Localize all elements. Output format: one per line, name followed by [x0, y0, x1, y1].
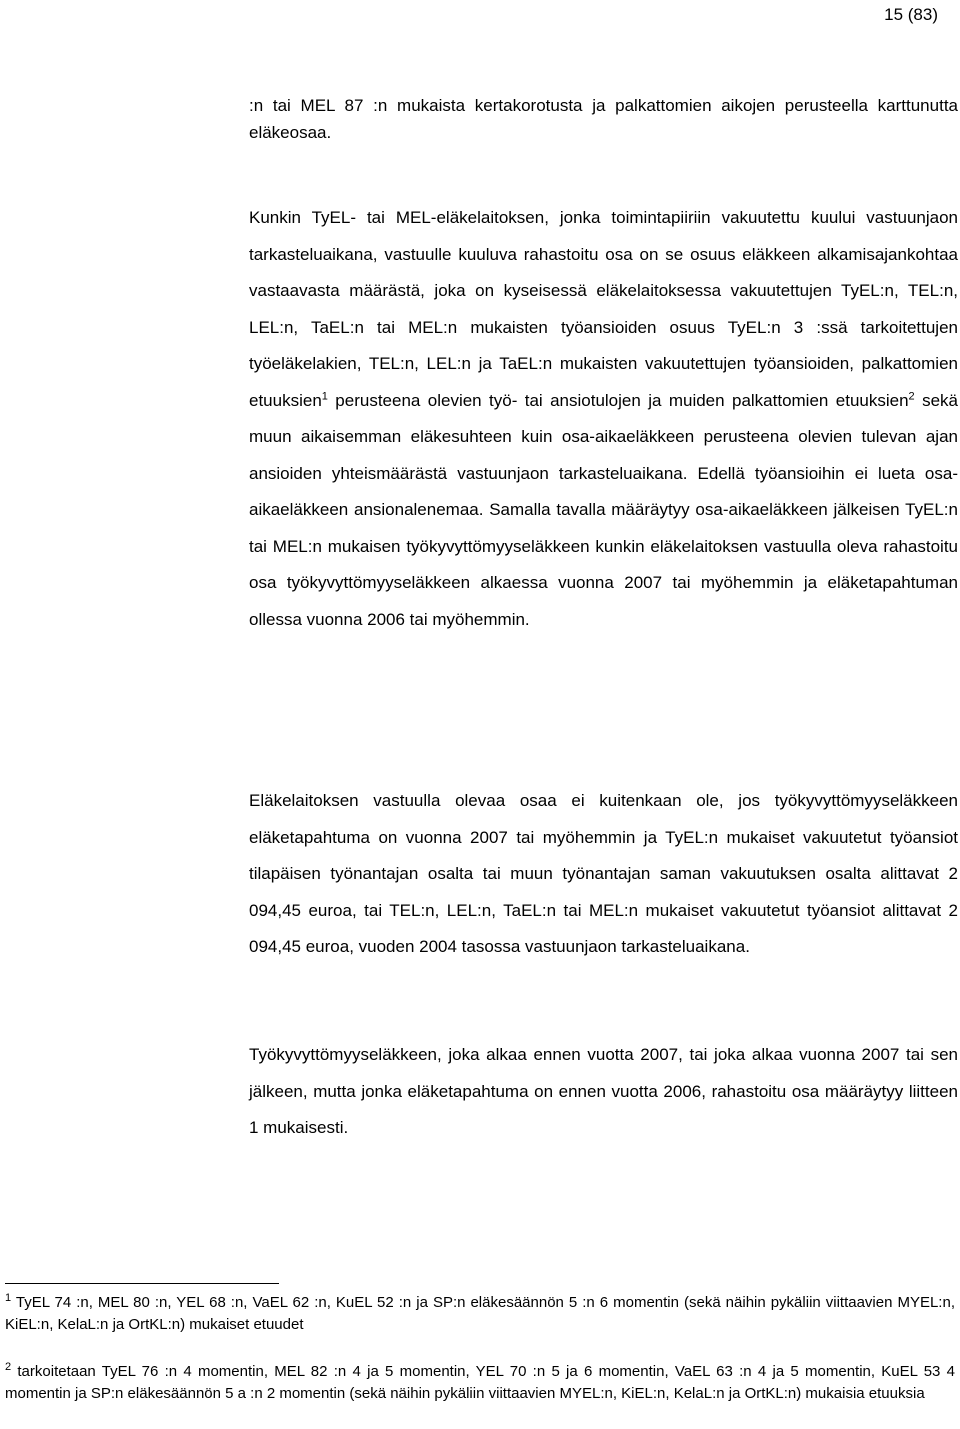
footnote-1 — [5, 1292, 955, 1335]
paragraph-2 — [249, 200, 958, 638]
page-number: 15 (83) — [884, 5, 938, 24]
footnote-1-marker: 1 — [5, 1292, 12, 1304]
footnote-2 — [5, 1361, 955, 1404]
paragraph-1: :n tai MEL 87 :n mukaista kertakorotusta ja palkattomien aikojen perusteella karttunutta eläkeosaa. — [249, 96, 958, 142]
footnote-separator — [5, 1283, 279, 1284]
footnote-ref-1: 1 — [321, 389, 328, 402]
footnote-ref-2: 2 — [908, 389, 915, 402]
paragraph-2-text-b: perusteena olevien työ- tai ansiotulojen ja muiden palkattomien etuuksien — [335, 390, 909, 410]
paragraph-2-text-a: Kunkin TyEL- tai MEL-eläkelaitoksen, jonka toimintapiiriin vakuutettu kuului vastuunjaon tarkasteluaikana, vastuulle kuuluva rahastoitu osa on se osuus eläkkeen alkamisajankohtaa vastaavasta määrästä, joka on kyseisessä eläkelaitoksessa vakuutettujen TyEL:n, TEL:n, LEL:n, TaEL:n tai MEL:n mukaisten työansioiden osuus TyEL:n 3 :ssä tarkoitettujen työeläkelakien, TEL:n, LEL:n ja TaEL:n mukaisten vakuutettujen työansioiden, palkattomien etuuksien — [249, 208, 958, 410]
paragraph-3: Eläkelaitoksen vastuulla olevaa osaa ei kuitenkaan ole, jos työkyvyttömyyseläkkeen eläketapahtuma on vuonna 2007 tai myöhemmin ja TyEL:n mukaiset vakuutetut työansiot tilapäisen työnantajan osalta tai muun työnantajan saman vakuutuksen osalta alittavat 2 094,45 euroa, tai TEL:n, LEL:n, TaEL:n tai MEL:n mukaiset vakuutetut työansiot alittavat 2 094,45 euroa, vuoden 2004 tasossa vastuunjaon tarkasteluaikana. — [249, 791, 958, 956]
footnote-1-text: TyEL 74 :n, MEL 80 :n, YEL 68 :n, VaEL 62 :n, KuEL 52 :n ja SP:n eläkesäännön 5 :n 6 momentin (sekä näihin pykäliin viittaavien MYEL:n, KiEL:n, KelaL:n ja OrtKL:n) mukaiset etuudet — [5, 1294, 955, 1333]
paragraph-2-text-c: sekä muun aikaisemman eläkesuhteen kuin osa-aikaeläkkeen perusteena olevien tulevan ajan ansioiden yhteismäärästä vastuunjaon tarkasteluaikana. Edellä työansioihin ei lueta osa-aikaeläkkeen ansionalenemaa. Samalla tavalla määräytyy osa-aikaeläkkeen jälkeisen TyEL:n tai MEL:n mukaisen työkyvyttömyyseläkkeen kunkin eläkelaitoksen vastuulla oleva rahastoitu osa työkyvyttömyyseläkkeen alkaessa vuonna 2007 tai myöhemmin ja eläketapahtuman ollessa vuonna 2006 tai myöhemmin. — [249, 390, 958, 629]
paragraph-4: Työkyvyttömyyseläkkeen, joka alkaa ennen vuotta 2007, tai joka alkaa vuonna 2007 tai sen jälkeen, mutta jonka eläketapahtuma on ennen vuotta 2006, rahastoitu osa määräytyy liitteen 1 mukaisesti. — [249, 1045, 958, 1137]
footnote-2-text: tarkoitetaan TyEL 76 :n 4 momentin, MEL 82 :n 4 ja 5 momentin, YEL 70 :n 5 ja 6 momentin, VaEL 63 :n 4 ja 5 momentin, KuEL 53 4 momentin ja SP:n eläkesäännön 5 a :n 2 momentin (sekä näihin pykäliin viittaavien MYEL:n, KiEL:n, KelaL:n ja OrtKL:n) mukaisia etuuksia — [5, 1363, 955, 1402]
footnote-2-marker: 2 — [5, 1361, 12, 1373]
